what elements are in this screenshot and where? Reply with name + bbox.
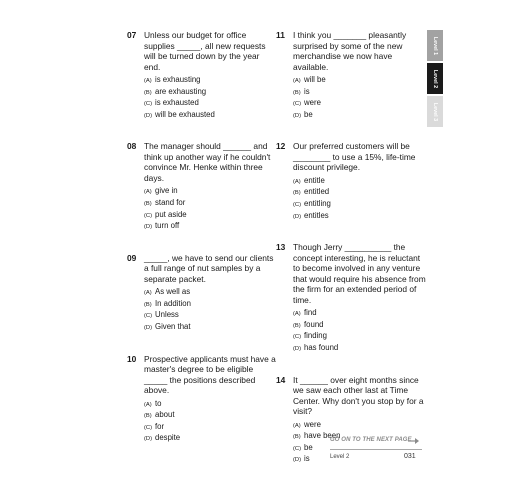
- option-text: put aside: [155, 209, 187, 219]
- question-number: 12: [276, 141, 286, 152]
- option-text: were: [304, 98, 321, 108]
- option-letter: (A): [293, 422, 301, 429]
- option-b[interactable]: [293, 187, 426, 199]
- question-11: [276, 30, 426, 121]
- option-b[interactable]: [144, 299, 277, 311]
- question-text: It ______ over eight months since we saw each other last at Time Center. Why don't you stop by for a visit?: [293, 374, 424, 417]
- question-number: 09: [127, 252, 137, 263]
- option-letter: (D): [144, 325, 153, 332]
- option-letter: (C): [144, 212, 153, 219]
- option-text: As well as: [155, 287, 191, 297]
- option-text: about: [155, 410, 175, 420]
- option-text: were: [304, 419, 321, 429]
- option-letter: (D): [144, 112, 153, 119]
- option-c[interactable]: [293, 199, 426, 211]
- option-letter: (A): [293, 78, 301, 84]
- option-c[interactable]: [144, 210, 277, 222]
- question-07: [127, 30, 277, 121]
- option-letter: (D): [144, 436, 153, 443]
- option-b[interactable]: [144, 410, 277, 422]
- option-d[interactable]: [293, 211, 426, 223]
- option-b[interactable]: [293, 87, 426, 99]
- option-letter: (A): [293, 311, 301, 318]
- option-letter: (A): [144, 78, 152, 84]
- footer-divider: [330, 449, 422, 450]
- option-text: found: [304, 319, 324, 329]
- option-b[interactable]: [144, 87, 277, 99]
- option-text: has found: [304, 343, 339, 353]
- option-text: turn off: [155, 221, 180, 231]
- option-text: Given that: [155, 322, 191, 332]
- option-letter: (B): [293, 434, 301, 441]
- option-letter: (C): [144, 424, 153, 431]
- option-a[interactable]: [293, 75, 426, 87]
- option-d[interactable]: [144, 322, 277, 334]
- option-c[interactable]: [144, 98, 277, 110]
- option-text: be: [304, 442, 313, 452]
- question-text: Our preferred customers will be ________ to use a 15%, life-time discount privilege.: [293, 141, 416, 173]
- question-10: [127, 354, 277, 445]
- option-letter: (D): [293, 213, 302, 220]
- option-c[interactable]: [144, 310, 277, 322]
- option-letter: (C): [293, 202, 302, 209]
- tab-label: Level 1: [432, 36, 438, 55]
- option-a[interactable]: [293, 176, 426, 188]
- option-text: is exhausted: [155, 98, 199, 108]
- option-letter: (B): [144, 89, 152, 96]
- option-letter: (D): [144, 224, 153, 231]
- tab-label: Level 3: [432, 102, 438, 121]
- footer-level: Level 2: [330, 454, 350, 460]
- option-d[interactable]: [144, 221, 277, 233]
- option-a[interactable]: [144, 287, 277, 299]
- question-number: 13: [276, 242, 286, 253]
- question-13: [276, 242, 426, 354]
- question-text: The manager should ______ and think up another way if he couldn't convince Mr. Henke within three days.: [144, 141, 271, 183]
- option-text: Unless: [155, 310, 179, 320]
- question-text: _____, we have to send our clients a full range of nut samples by a separate packet.: [144, 252, 274, 284]
- option-text: is: [304, 86, 310, 96]
- tab-level-1[interactable]: [427, 30, 443, 61]
- question-text: Prospective applicants must have a master's degree to be eligible _____ the positions described above.: [144, 353, 276, 396]
- option-letter: (A): [144, 290, 152, 297]
- left-question-column: [127, 30, 277, 465]
- question-number: 14: [276, 374, 286, 385]
- option-letter: (B): [144, 301, 152, 308]
- tab-label: Level 2: [432, 69, 438, 88]
- option-letter: (A): [293, 178, 301, 185]
- option-text: give in: [155, 186, 178, 196]
- option-letter: (B): [293, 190, 301, 197]
- page-number: 031: [404, 453, 416, 460]
- question-number: 07: [127, 30, 137, 40]
- option-text: entitled: [304, 187, 330, 197]
- option-text: entitling: [304, 199, 331, 209]
- option-text: entitles: [304, 210, 329, 220]
- option-text: find: [304, 308, 317, 318]
- right-arrow-icon: [408, 437, 419, 445]
- option-text: In addition: [155, 298, 191, 308]
- option-d[interactable]: [144, 110, 277, 122]
- right-question-column: [276, 30, 426, 486]
- next-page-note: GO ON TO THE NEXT PAGE: [330, 437, 412, 443]
- option-letter: (C): [144, 101, 153, 108]
- option-letter: (D): [293, 457, 302, 464]
- option-text: are exhausting: [155, 86, 207, 96]
- question-number: 11: [276, 30, 285, 40]
- option-letter: (A): [144, 189, 152, 196]
- option-c[interactable]: [144, 422, 277, 434]
- tab-level-3[interactable]: [427, 96, 443, 127]
- level-tabs: [427, 30, 443, 129]
- option-c[interactable]: [293, 331, 426, 343]
- option-letter: (B): [293, 89, 301, 96]
- option-text: despite: [155, 433, 181, 443]
- tab-level-2[interactable]: [427, 63, 443, 94]
- option-text: to: [155, 398, 162, 408]
- option-text: have been: [304, 431, 341, 441]
- question-text: I think you _______ pleasantly surprised by some of the new merchandise we now have available.: [293, 30, 407, 72]
- option-letter: (C): [144, 313, 153, 320]
- option-letter: (B): [144, 200, 152, 207]
- question-12: [276, 141, 426, 222]
- option-b[interactable]: [144, 198, 277, 210]
- option-b[interactable]: [293, 320, 426, 332]
- option-text: be: [304, 109, 313, 119]
- option-a[interactable]: [144, 186, 277, 198]
- option-letter: (C): [293, 445, 302, 452]
- question-text: Though Jerry __________ the concept interesting, he is reluctant to become involved in any venture that would require his absence from the firm for an extended period of time.: [293, 242, 426, 305]
- option-letter: (A): [144, 401, 152, 408]
- option-text: stand for: [155, 197, 186, 207]
- option-a[interactable]: [293, 308, 426, 320]
- option-letter: (C): [293, 334, 302, 341]
- option-text: is: [304, 454, 310, 464]
- question-number: 10: [127, 353, 137, 364]
- option-a[interactable]: [293, 420, 426, 432]
- option-text: finding: [304, 331, 327, 341]
- option-d[interactable]: [293, 343, 426, 355]
- option-letter: (D): [293, 346, 302, 353]
- option-text: will be: [304, 75, 326, 84]
- option-a[interactable]: [144, 399, 277, 411]
- question-09: [127, 253, 277, 334]
- option-text: entitle: [304, 175, 325, 185]
- option-letter: (C): [293, 101, 302, 108]
- question-number: 08: [127, 141, 137, 152]
- question-text: Unless our budget for office supplies _____, all new requests will be turned down by the year end.: [144, 30, 266, 72]
- option-text: for: [155, 421, 165, 431]
- option-a[interactable]: [144, 75, 277, 87]
- option-text: is exhausting: [155, 75, 201, 84]
- option-letter: (D): [293, 112, 302, 119]
- question-08: [127, 141, 277, 232]
- option-d[interactable]: [293, 110, 426, 122]
- option-letter: (B): [144, 413, 152, 420]
- option-d[interactable]: [144, 433, 277, 445]
- option-c[interactable]: [293, 98, 426, 110]
- option-letter: (B): [293, 322, 301, 329]
- option-text: will be exhausted: [155, 109, 215, 119]
